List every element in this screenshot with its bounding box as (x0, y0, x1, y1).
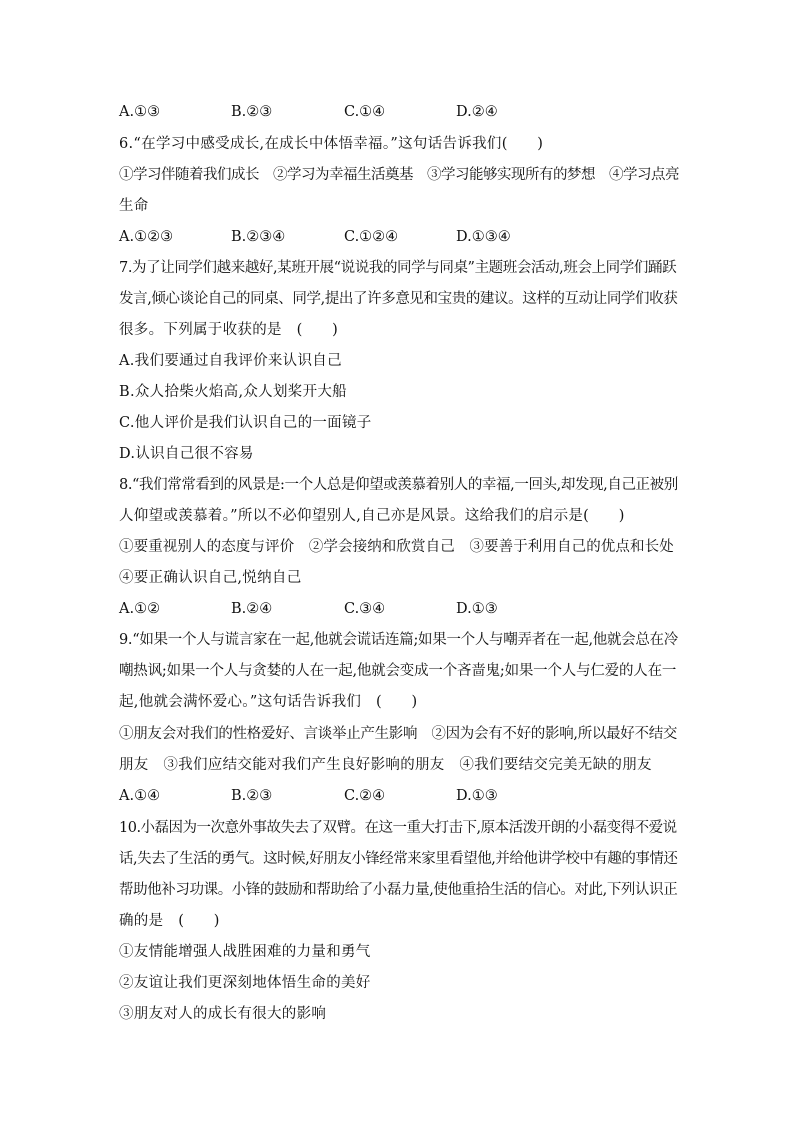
q8-option-b: B.②④ (231, 601, 273, 617)
q6-option-a: A.①②③ (119, 229, 174, 245)
q9-option-c: C.②④ (344, 788, 386, 804)
q9-stem-line1: 9.“如果一个人与谎言家在一起,他就会谎话连篇;如果一个人与嘲弄者在一起,他就会总在冷 (119, 632, 678, 648)
q6-statements-line2: 生命 (119, 198, 149, 214)
q10-stem-line1: 10.小磊因为一次意外事故失去了双臂。在这一重大打击下,原本活泼开朗的小磊变得不爱说 (119, 820, 677, 836)
q10-statement-2: ②友谊让我们更深刻地体悟生命的美好 (119, 975, 371, 991)
q5-option-d: D.②④ (456, 104, 498, 120)
q8-statements-line2: ④要正确认识自己,悦纳自己 (119, 570, 302, 586)
q7-option-c: C.他人评价是我们认识自己的一面镜子 (119, 415, 372, 431)
q8-option-c: C.③④ (344, 601, 386, 617)
q8-option-a: A.①② (119, 601, 161, 617)
q5-options (119, 102, 679, 122)
q9-stem-line2: 嘲热讽;如果一个人与贪婪的人在一起,他就会变成一个吝啬鬼;如果一个人与仁爱的人在一 (119, 663, 677, 679)
q10-stem-line4: 确的是 ( ) (119, 913, 220, 929)
q8-options (119, 599, 679, 619)
q10-stem-line2: 话,失去了生活的勇气。这时候,好朋友小锋经常来家里看望他,并给他讲学校中有趣的事情还 (119, 851, 678, 867)
q6-option-d: D.①③④ (456, 229, 511, 245)
q8-statements-line1: ①要重视别人的态度与评价 ②学会接纳和欣赏自己 ③要善于利用自己的优点和长处 (119, 539, 674, 555)
q9-statements-line2: 朋友 ③我们应结交能对我们产生良好影响的朋友 ④我们要结交完美无缺的朋友 (119, 757, 652, 773)
q8-stem-line2: 人仰望或羡慕着。”所以不必仰望别人,自己亦是风景。这给我们的启示是( ) (119, 508, 625, 524)
q5-option-c: C.①④ (344, 104, 386, 120)
q9-options (119, 786, 679, 806)
q7-option-a: A.我们要通过自我评价来认识自己 (119, 353, 342, 369)
q9-stem-line3: 起,他就会满怀爱心。”这句话告诉我们 ( ) (119, 694, 418, 710)
q7-option-b: B.众人拾柴火焰高,众人划桨开大船 (119, 384, 347, 400)
q10-statement-3: ③朋友对人的成长有很大的影响 (119, 1006, 327, 1022)
q9-option-d: D.①③ (456, 788, 498, 804)
q9-statements-line1: ①朋友会对我们的性格爱好、言谈举止产生影响 ②因为会有不好的影响,所以最好不结交 (119, 726, 678, 742)
q7-stem-line2: 发言,倾心谈论自己的同桌、同学,提出了许多意见和宝贵的建议。这样的互动让同学们收获 (119, 291, 678, 307)
q6-option-b: B.②③④ (231, 229, 286, 245)
q6-options (119, 227, 679, 247)
q7-option-d: D.认识自己很不容易 (119, 446, 254, 462)
q9-option-a: A.①④ (119, 788, 161, 804)
q5-option-b: B.②③ (231, 104, 273, 120)
q8-stem-line1: 8.“我们常常看到的风景是:一个人总是仰望或羡慕着别人的幸福,一回头,却发现,自己正被别 (119, 477, 678, 493)
q6-option-c: C.①②④ (344, 229, 399, 245)
q10-statement-1: ①友情能增强人战胜困难的力量和勇气 (119, 944, 371, 960)
q7-stem-line1: 7.为了让同学们越来越好,某班开展“说说我的同学与同桌”主题班会活动,班会上同学们踊跃 (119, 260, 677, 276)
q5-option-a: A.①③ (119, 104, 161, 120)
q6-stem: 6.“在学习中感受成长,在成长中体悟幸福。”这句话告诉我们( ) (119, 136, 544, 152)
q8-option-d: D.①③ (456, 601, 498, 617)
q7-stem-line3: 很多。下列属于收获的是 ( ) (119, 322, 339, 338)
q6-statements-line1: ①学习伴随着我们成长 ②学习为幸福生活奠基 ③学习能够实现所有的梦想 ④学习点亮 (119, 167, 679, 183)
q9-option-b: B.②③ (231, 788, 273, 804)
q10-stem-line3: 帮助他补习功课。小锋的鼓励和帮助给了小磊力量,使他重拾生活的信心。对此,下列认识正 (119, 882, 678, 898)
